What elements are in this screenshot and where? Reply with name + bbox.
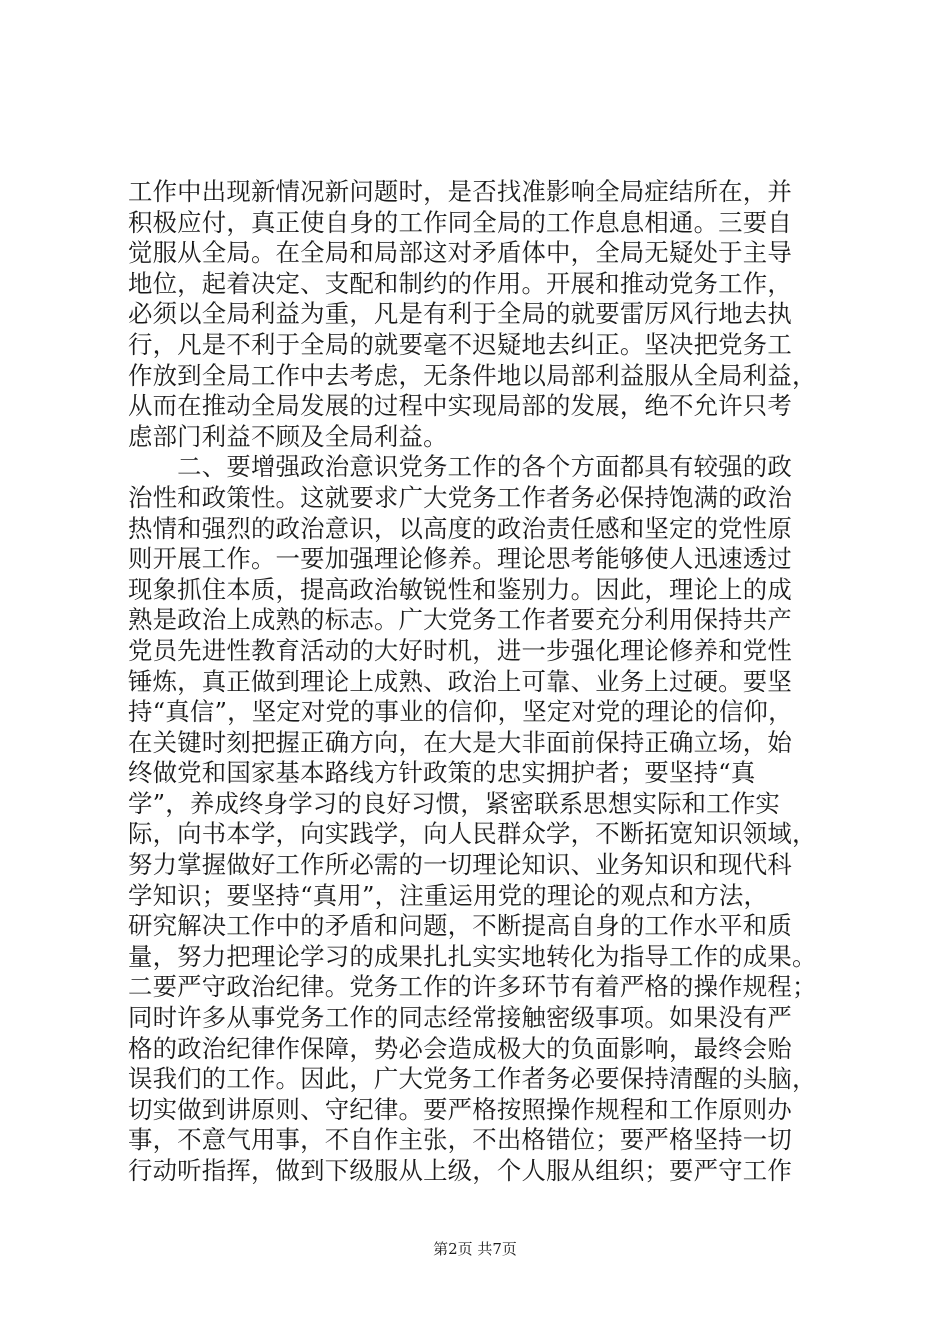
text-line: 地位，起着决定、支配和制约的作用。开展和推动党务工作，	[128, 268, 792, 298]
text-line: 工作中出现新情况新问题时，是否找准影响全局症结所在，并	[128, 177, 792, 206]
text-line: 行动听指挥，做到下级服从上级，个人服从组织；要严守工作	[128, 1156, 792, 1185]
text-line: 则开展工作。一要加强理论修养。理论思考能够使人迅速透过	[128, 544, 792, 574]
text-line: 治性和政策性。这就要求广大党务工作者务必保持饱满的政治	[128, 482, 792, 512]
text-line: 格的政治纪律作保障，势必会造成极大的负面影响，最终会贻	[128, 1033, 792, 1063]
text-line: 党员先进性教育活动的大好时机，进一步强化理论修养和党性	[128, 635, 792, 665]
text-line: 热情和强烈的政治意识，以高度的政治责任感和坚定的党性原	[128, 513, 792, 543]
text-line: 努力掌握做好工作所必需的一切理论知识、业务知识和现代科	[128, 850, 792, 880]
text-line: 学”，养成终身学习的良好习惯，紧密联系思想实际和工作实	[128, 788, 781, 818]
text-line: 作放到全局工作中去考虑，无条件地以局部利益服从全局利益，	[128, 360, 817, 390]
text-line: 量，努力把理论学习的成果扎扎实实地转化为指导工作的成果。	[128, 941, 817, 971]
page-footer: 第2页 共7页	[433, 1240, 517, 1258]
text-line: 从而在推动全局发展的过程中实现局部的发展，绝不允许只考	[128, 391, 792, 421]
body-text	[128, 177, 838, 1187]
text-line: 锤炼，真正做到理论上成熟、政治上可靠、业务上过硬。要坚	[128, 666, 792, 696]
text-line: 觉服从全局。在全局和局部这对矛盾体中，全局无疑处于主导	[128, 238, 792, 268]
text-line: 学知识；要坚持“真用”，注重运用党的理论的观点和方法，	[128, 880, 769, 910]
text-line: 同时许多从事党务工作的同志经常接触密级事项。如果没有严	[128, 1003, 792, 1033]
text-line: 研究解决工作中的矛盾和问题，不断提高自身的工作水平和质	[128, 911, 792, 941]
text-line: 行，凡是不利于全局的就要毫不迟疑地去纠正。坚决把党务工	[128, 329, 792, 359]
text-line: 现象抓住本质，提高政治敏锐性和鉴别力。因此，理论上的成	[128, 574, 792, 604]
text-line: 必须以全局利益为重，凡是有利于全局的就要雷厉风行地去执	[128, 299, 792, 329]
text-line: 终做党和国家基本路线方针政策的忠实拥护者；要坚持“真	[128, 758, 756, 788]
text-line: 二要严守政治纪律。党务工作的许多环节有着严格的操作规程；	[128, 972, 817, 1002]
text-line: 在关键时刻把握正确方向，在大是大非面前保持正确立场，始	[128, 727, 792, 757]
text-line: 持“真信”，坚定对党的事业的信仰，坚定对党的理论的信仰，	[128, 697, 793, 727]
text-line: 际，向书本学，向实践学，向人民群众学，不断拓宽知识领域，	[128, 819, 817, 849]
text-line: 积极应付，真正使自身的工作同全局的工作息息相通。三要自	[128, 207, 792, 237]
text-line: 虑部门利益不顾及全局利益。	[128, 421, 448, 451]
text-line: 熟是政治上成熟的标志。广大党务工作者要充分利用保持共产	[128, 605, 792, 635]
text-line: 事，不意气用事，不自作主张，不出格错位；要严格坚持一切	[128, 1125, 792, 1155]
text-line: 二、要增强政治意识党务工作的各个方面都具有较强的政	[128, 452, 792, 482]
text-line: 误我们的工作。因此，广大党务工作者务必要保持清醒的头脑，	[128, 1064, 817, 1094]
text-line: 切实做到讲原则、守纪律。要严格按照操作规程和工作原则办	[128, 1094, 792, 1124]
